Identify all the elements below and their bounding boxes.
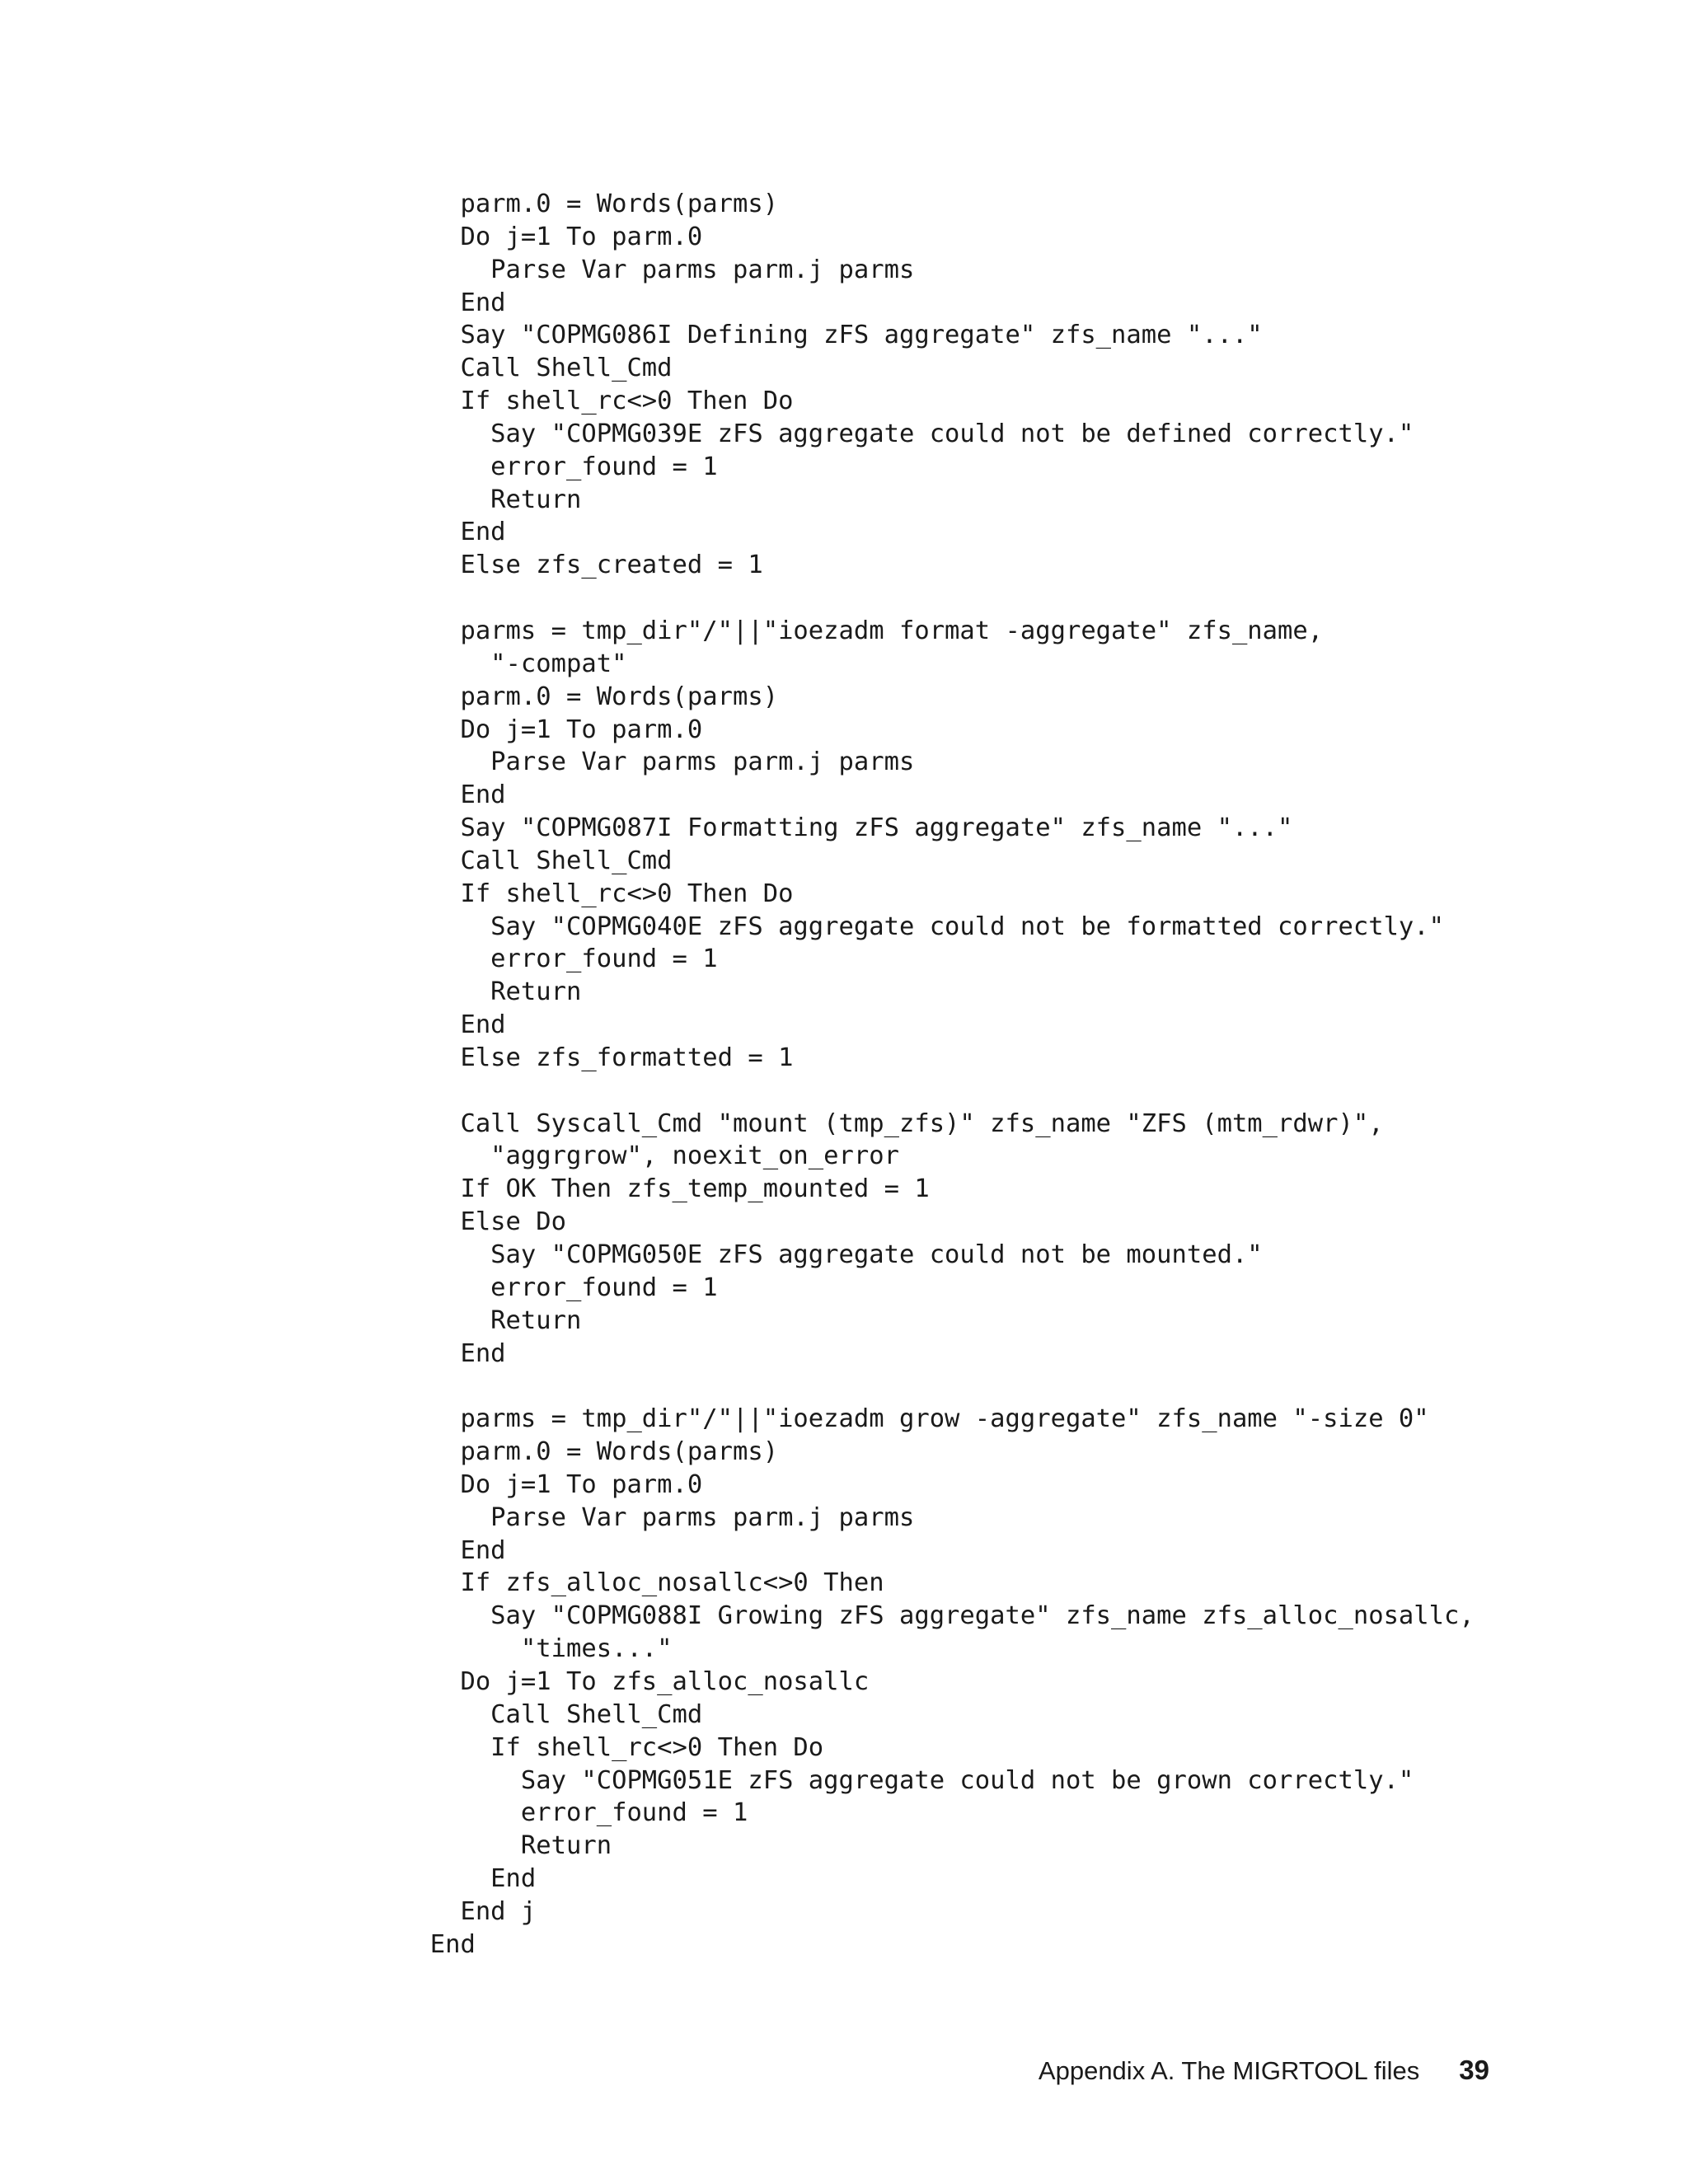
code-line: error_found = 1 bbox=[400, 452, 718, 481]
code-line: If shell_rc<>0 Then Do bbox=[400, 1732, 824, 1762]
code-line: Call Shell_Cmd bbox=[400, 846, 673, 875]
code-line: If shell_rc<>0 Then Do bbox=[400, 387, 794, 416]
code-line: Else zfs_formatted = 1 bbox=[400, 1043, 794, 1072]
code-line: Do j=1 To parm.0 bbox=[400, 222, 703, 251]
code-line: Parse Var parms parm.j parms bbox=[400, 255, 915, 284]
code-line: Return bbox=[400, 485, 582, 514]
code-line: If OK Then zfs_temp_mounted = 1 bbox=[400, 1174, 930, 1204]
code-line: parm.0 = Words(parms) bbox=[400, 1437, 779, 1467]
code-line: Return bbox=[400, 977, 582, 1007]
code-line: Call Shell_Cmd bbox=[400, 1699, 703, 1729]
code-line: If zfs_alloc_nosallc<>0 Then bbox=[400, 1568, 884, 1598]
code-line: Call Syscall_Cmd "mount (tmp_zfs)" zfs_name "ZFS (mtm_rdwr)", bbox=[400, 1108, 1384, 1138]
code-line: Else zfs_created = 1 bbox=[400, 551, 763, 580]
code-line: Do j=1 To zfs_alloc_nosallc bbox=[400, 1666, 870, 1696]
code-line: Say "COPMG040E zFS aggregate could not be formatted correctly." bbox=[400, 912, 1445, 941]
code-line: Return bbox=[400, 1305, 582, 1335]
code-line: End bbox=[400, 780, 506, 810]
code-line: parm.0 = Words(parms) bbox=[400, 190, 779, 218]
code-listing bbox=[400, 188, 1475, 1961]
code-line: parms = tmp_dir"/"||"ioezadm format -aggregate" zfs_name, bbox=[400, 616, 1324, 645]
code-line: End bbox=[400, 1864, 537, 1894]
code-line: Call Shell_Cmd bbox=[400, 354, 673, 383]
code-line: Say "COPMG050E zFS aggregate could not be mounted." bbox=[400, 1240, 1263, 1269]
code-line: End bbox=[400, 1535, 506, 1565]
code-line: Else Do bbox=[400, 1207, 566, 1237]
code-line: Parse Var parms parm.j parms bbox=[400, 1502, 915, 1532]
code-line bbox=[400, 582, 1475, 615]
code-line: Return bbox=[400, 1831, 612, 1861]
code-line: Say "COPMG087I Formatting zFS aggregate" zfs_name "..." bbox=[400, 813, 1293, 843]
code-line: error_found = 1 bbox=[400, 1272, 718, 1302]
code-line: If shell_rc<>0 Then Do bbox=[400, 879, 794, 908]
code-line: parm.0 = Words(parms) bbox=[400, 682, 779, 711]
code-line: "times..." bbox=[400, 1634, 673, 1664]
code-line: Say "COPMG039E zFS aggregate could not be defined correctly." bbox=[400, 419, 1414, 448]
code-line: End bbox=[400, 1929, 476, 1959]
code-line: End bbox=[400, 1338, 506, 1368]
page-footer bbox=[1039, 2055, 1489, 2086]
code-line: Parse Var parms parm.j parms bbox=[400, 748, 915, 777]
code-line: Say "COPMG051E zFS aggregate could not be grown correctly." bbox=[400, 1765, 1414, 1795]
code-line: End bbox=[400, 1010, 506, 1040]
code-line: Say "COPMG086I Defining zFS aggregate" zfs_name "..." bbox=[400, 321, 1263, 350]
code-line: "-compat" bbox=[400, 649, 627, 678]
code-line: Say "COPMG088I Growing zFS aggregate" zfs_name zfs_alloc_nosallc, bbox=[400, 1601, 1475, 1631]
code-line bbox=[400, 1370, 1475, 1403]
page-number: 39 bbox=[1459, 2055, 1489, 2085]
code-line: error_found = 1 bbox=[400, 944, 718, 974]
code-line: parms = tmp_dir"/"||"ioezadm grow -aggregate" zfs_name "-size 0" bbox=[400, 1404, 1429, 1434]
code-line: End bbox=[400, 288, 506, 317]
footer-section-title: Appendix A. The MIGRTOOL files bbox=[1038, 2056, 1420, 2085]
code-line: "aggrgrow", noexit_on_error bbox=[400, 1141, 899, 1171]
code-line bbox=[400, 1075, 1475, 1108]
code-line: Do j=1 To parm.0 bbox=[400, 715, 703, 744]
code-line: Do j=1 To parm.0 bbox=[400, 1469, 703, 1499]
code-line: error_found = 1 bbox=[400, 1798, 748, 1828]
code-line: End bbox=[400, 518, 506, 547]
code-line: End j bbox=[400, 1896, 537, 1926]
